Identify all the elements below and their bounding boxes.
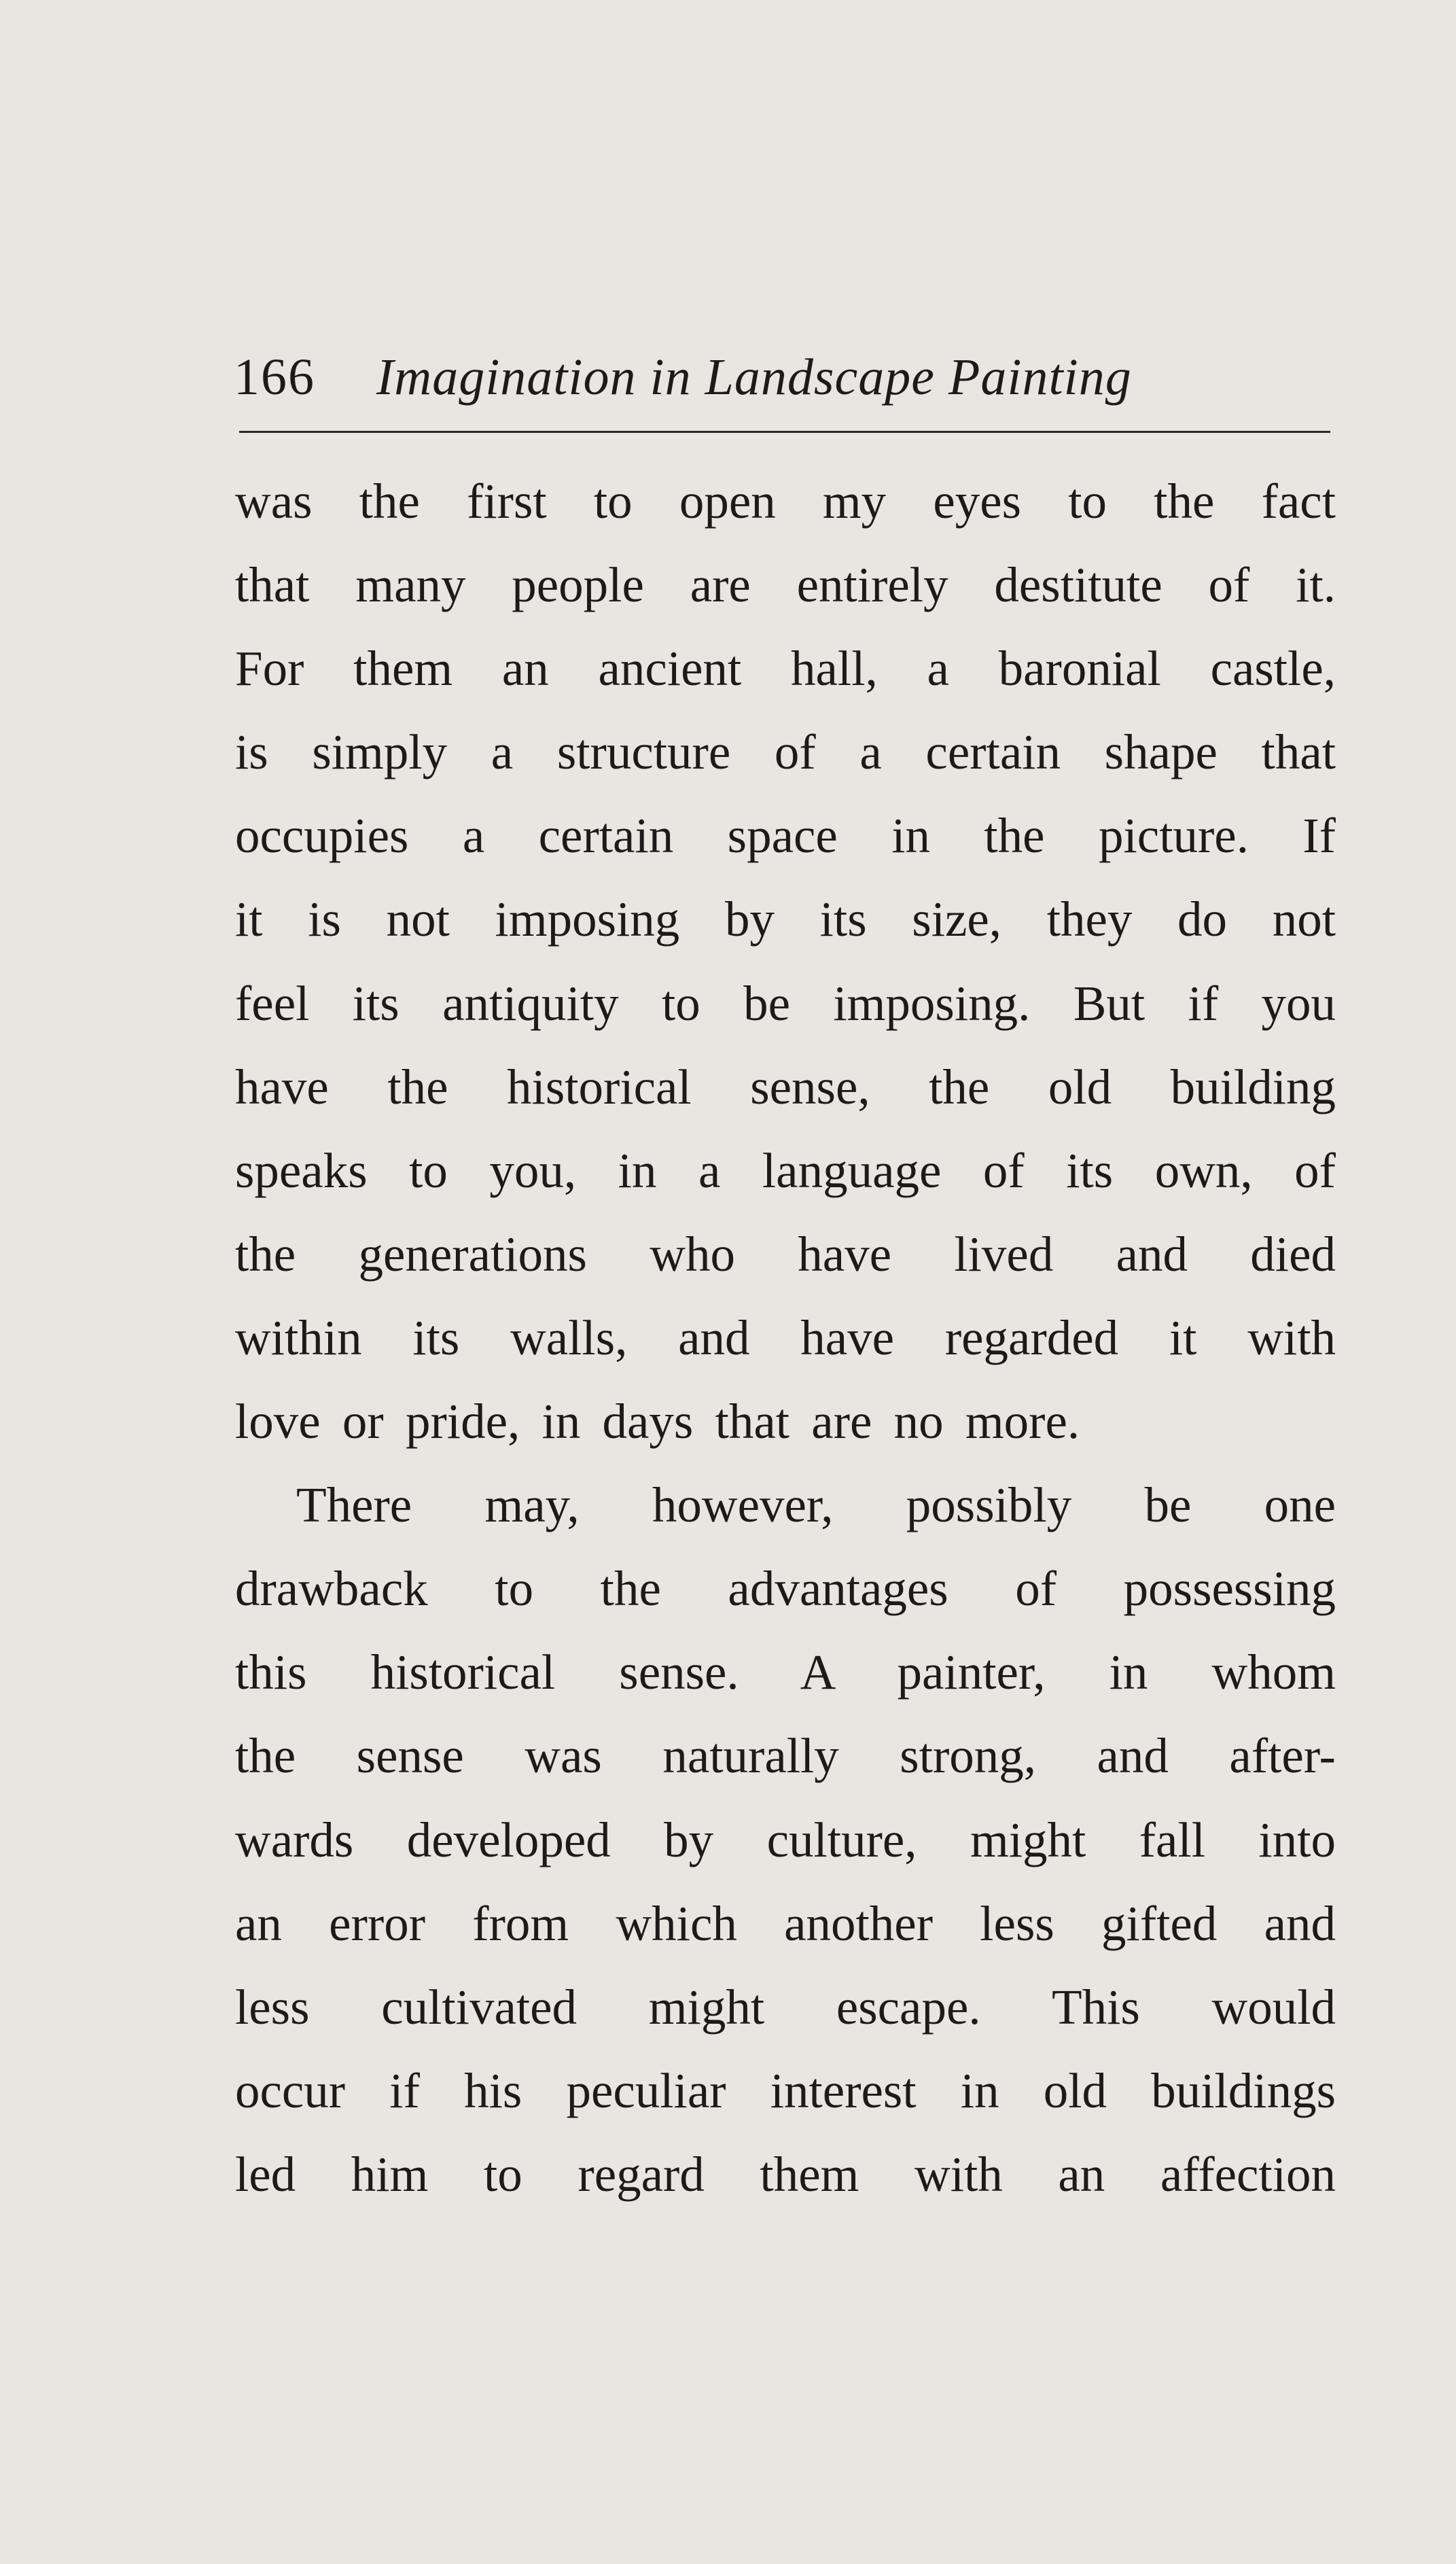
text-line: within its walls, and have regarded it with	[235, 1310, 1336, 1365]
text-line: an error from which another less gifted and	[235, 1895, 1336, 1951]
text-line: was the first to open my eyes to the fact	[235, 474, 1336, 529]
text-line: less cultivated might escape. This would	[235, 1979, 1336, 2035]
text-line: the generations who have lived and died	[235, 1226, 1336, 1282]
text-line: For them an ancient hall, a baronial castle,	[235, 641, 1336, 697]
text-line: speaks to you, in a language of its own, of	[235, 1142, 1336, 1198]
text-line: it is not imposing by its size, they do not	[235, 892, 1336, 947]
running-title: Imagination in Landscape Painting	[376, 349, 1132, 406]
paragraph-end-line: love or pride, in days that are no more.	[235, 1394, 1080, 1450]
text-line: led him to regard them with an affection	[235, 2146, 1336, 2202]
body-text	[235, 459, 1336, 2216]
header-rule	[239, 431, 1330, 433]
text-line: this historical sense. A painter, in whom	[235, 1645, 1336, 1700]
paragraph-start-line: There may, however, possibly be one	[296, 1477, 1336, 1533]
text-line: is simply a structure of a certain shape that	[235, 724, 1336, 780]
text-line: occupies a certain space in the picture. If	[235, 808, 1336, 864]
text-line: have the historical sense, the old building	[235, 1059, 1336, 1114]
page-number: 166	[234, 349, 315, 406]
text-line: drawback to the advantages of possessing	[235, 1561, 1336, 1617]
text-line: the sense was naturally strong, and after-	[235, 1728, 1336, 1784]
text-line: that many people are entirely destitute of it.	[235, 557, 1336, 613]
text-line: wards developed by culture, might fall into	[235, 1812, 1336, 1867]
running-head	[234, 343, 1332, 411]
text-line: occur if his peculiar interest in old buildings	[235, 2062, 1336, 2118]
text-line: feel its antiquity to be imposing. But if you	[235, 975, 1336, 1031]
